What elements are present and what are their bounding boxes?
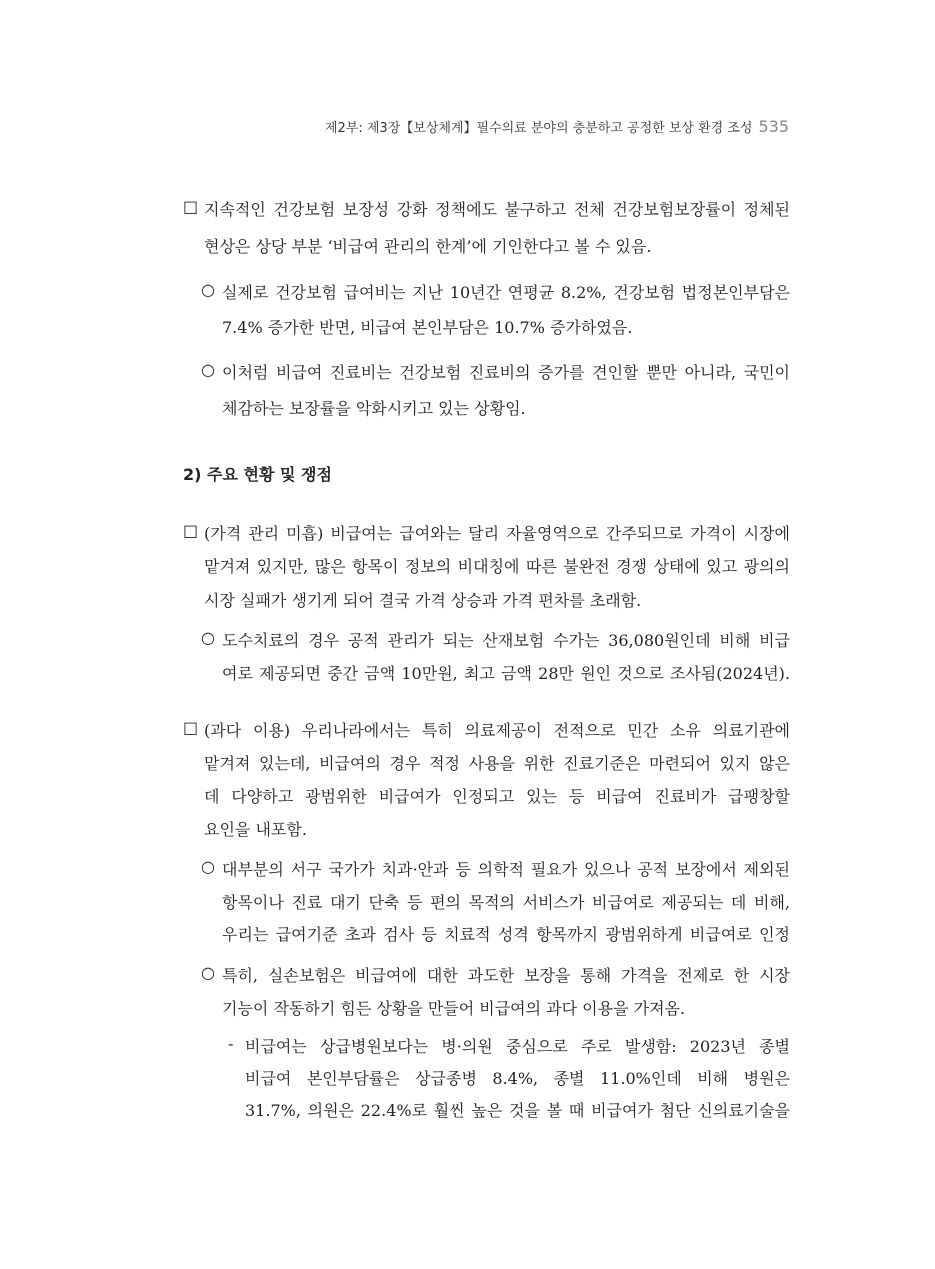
running-title: 제2부: 제3장【보상체계】필수의료 분야의 충분하고 공정한 보상 환경 조성 [324,121,753,136]
circle-bullet: ○ [201,360,215,379]
square-bullet: □ [183,521,199,540]
paragraph-line: 특히, 실손보험은 비급여에 대한 과도한 보장을 통해 가격을 전제로 한 시장 [222,966,790,985]
circle-bullet: ○ [201,628,215,647]
paragraph-line: 우리는 급여기준 초과 검사 등 치료적 성격 항목까지 광범위하게 비급여로 인정 [222,925,790,944]
running-header [325,117,789,136]
paragraph-line: 기능이 작동하기 힘든 상황을 만들어 비급여의 과다 이용을 가져옴. [222,999,686,1018]
paragraph-line: 맡겨져 있는데, 비급여의 경우 적정 사용을 위한 진료기준은 마련되어 있지 않은 [204,754,790,773]
paragraph-line: 실제로 건강보험 급여비는 지난 10년간 연평균 8.2%, 건강보험 법정본인부담은 [222,283,790,302]
paragraph-line: 맡겨져 있지만, 많은 항목이 정보의 비대칭에 따른 불완전 경쟁 상태에 있고 광의의 [204,557,790,576]
paragraph-line: (가격 관리 미흡) 비급여는 급여와는 달리 자율영역으로 간주되므로 가격이 시장에 [204,524,790,543]
paragraph-line: 항목이나 진료 대기 단축 등 편의 목적의 서비스가 비급여로 제공되는 데 비해, [222,893,790,912]
paragraph-line: 여로 제공되면 중간 금액 10만원, 최고 금액 28만 원인 것으로 조사됨(2024년). [222,664,790,683]
paragraph-line: 데 다양하고 광범위한 비급여가 인정되고 있는 등 비급여 진료비가 급팽창할 [204,787,790,806]
dash-bullet: - [228,1034,234,1053]
circle-bullet: ○ [201,280,215,299]
paragraph-line: 7.4% 증가한 반면, 비급여 본인부담은 10.7% 증가하였음. [222,318,633,337]
paragraph-line: 대부분의 서구 국가가 치과·안과 등 의학적 필요가 있으나 공적 보장에서 제외된 [222,860,790,879]
paragraph-line: 이처럼 비급여 진료비는 건강보험 진료비의 증가를 견인할 뿐만 아니라, 국민이 [222,363,790,382]
paragraph-line: 현상은 상당 부분 ‘비급여 관리의 한계’에 기인한다고 볼 수 있음. [204,237,652,256]
square-bullet: □ [183,197,199,216]
paragraph-line: 31.7%, 의원은 22.4%로 훨씬 높은 것을 볼 때 비급여가 첨단 신의료기술을 [245,1101,790,1120]
paragraph-line: 지속적인 건강보험 보장성 강화 정책에도 불구하고 전체 건강보험보장률이 정체된 [204,200,790,219]
circle-bullet: ○ [201,963,215,982]
paragraph-line: 비급여 본인부담률은 상급종병 8.4%, 종별 11.0%인데 비해 병원은 [245,1069,790,1088]
paragraph-line: (과다 이용) 우리나라에서는 특히 의료제공이 전적으로 민간 소유 의료기관에 [204,721,790,740]
paragraph-line: 도수치료의 경우 공적 관리가 되는 산재보험 수가는 36,080원인데 비해 비급 [222,631,790,650]
page-number: 535 [758,117,789,136]
section-heading: 2) 주요 현황 및 쟁점 [183,465,332,484]
circle-bullet: ○ [201,857,215,876]
square-bullet: □ [183,718,199,737]
paragraph-line: 요인을 내포함. [204,820,307,839]
paragraph-line: 시장 실패가 생기게 되어 결국 가격 상승과 가격 편차를 초래함. [204,591,642,610]
paragraph-line: 비급여는 상급병원보다는 병·의원 중심으로 주로 발생함: 2023년 종별 [245,1037,790,1056]
paragraph-line: 체감하는 보장률을 악화시키고 있는 상황임. [222,399,526,418]
